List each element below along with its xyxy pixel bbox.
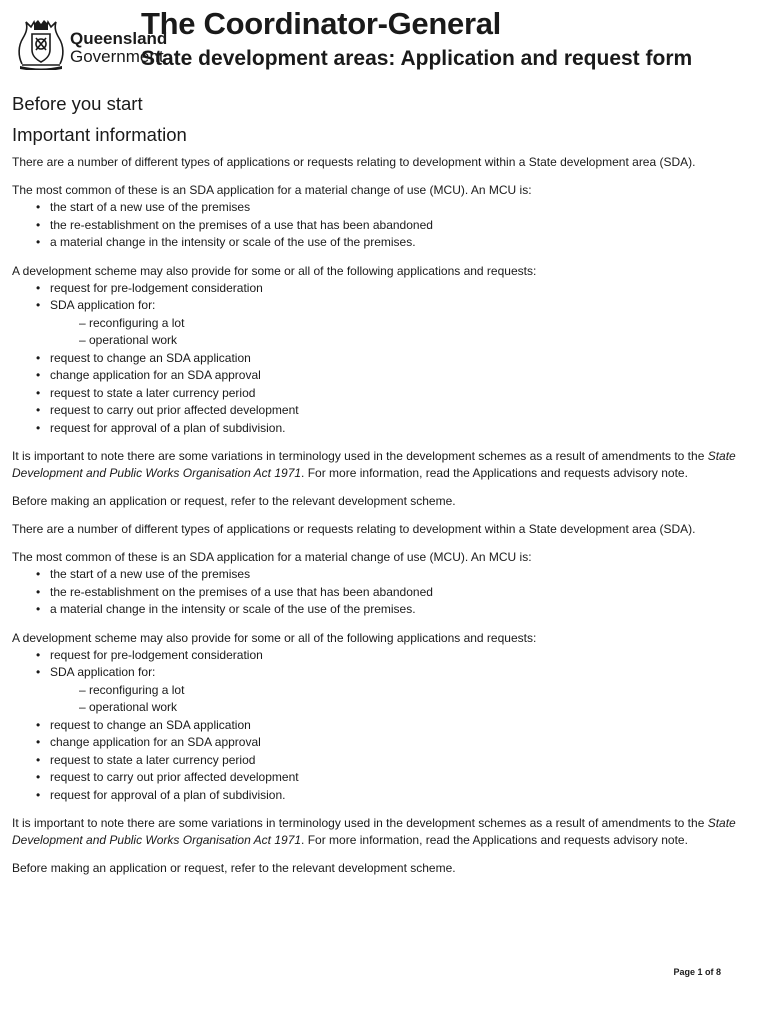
sub-list bbox=[50, 315, 752, 350]
list-item: • request to carry out prior affected development bbox=[50, 402, 752, 420]
terminology-note: It is important to note there are some variations in terminology used in the development schemes as a result of amendments to the State Development and Public Works Organisation Act 1971. For more information, read the Applications and requests advisory note. bbox=[12, 816, 736, 847]
sub-list-item: – reconfiguring a lot bbox=[79, 682, 185, 697]
list-item: • the re-establishment on the premises of a use that has been abandoned bbox=[50, 584, 752, 602]
scheme-list bbox=[12, 647, 752, 805]
scheme-intro-paragraph: A development scheme may also provide for some or all of the following applications and requests: bbox=[12, 263, 537, 278]
list-item-with-sublist bbox=[50, 297, 752, 350]
list-item: • a material change in the intensity or scale of the use of the premises. bbox=[50, 601, 752, 619]
list-item: • the re-establishment on the premises of a use that has been abandoned bbox=[50, 217, 752, 235]
list-item-label: SDA application for: bbox=[50, 665, 156, 679]
list-item: • request for approval of a plan of subdivision. bbox=[50, 787, 752, 805]
wordmark-queensland: Queensland bbox=[70, 29, 168, 48]
list-item: • request to change an SDA application bbox=[50, 350, 752, 368]
sub-list-item: – operational work bbox=[79, 700, 178, 714]
list-item: • request to carry out prior affected development bbox=[50, 769, 752, 787]
act-title: State Development and Public Works Organisation Act 1971 bbox=[12, 816, 736, 847]
sub-list-item: – reconfiguring a lot bbox=[79, 315, 185, 330]
list-item: • request for approval of a plan of subdivision. bbox=[50, 420, 752, 438]
heading-important-information: Important information bbox=[12, 124, 187, 145]
sub-list-item: – operational work bbox=[79, 333, 178, 347]
terminology-note: It is important to note there are some variations in terminology used in the development schemes as a result of amendments to the State Development and Public Works Organisation Act 1971. For more information, read the Applications and requests advisory note. bbox=[12, 449, 736, 480]
mcu-intro-paragraph: The most common of these is an SDA application for a material change of use (MCU). An MCU is: bbox=[12, 183, 532, 197]
intro-paragraph: There are a number of different types of applications or requests relating to development within a State development area (SDA). bbox=[12, 155, 696, 169]
mcu-list bbox=[12, 566, 752, 619]
list-item: • the start of a new use of the premises bbox=[50, 566, 752, 584]
list-item-with-sublist bbox=[50, 664, 752, 717]
list-item: • request for pre-lodgement consideration bbox=[50, 280, 752, 298]
list-item: • change application for an SDA approval bbox=[50, 367, 752, 385]
queensland-coat-of-arms-logo bbox=[14, 18, 68, 70]
mcu-list bbox=[12, 199, 752, 252]
intro-paragraph: There are a number of different types of applications or requests relating to development within a State development area (SDA). bbox=[12, 522, 696, 536]
list-item: • change application for an SDA approval bbox=[50, 734, 752, 752]
act-title: State Development and Public Works Organisation Act 1971 bbox=[12, 449, 736, 480]
info-block bbox=[12, 154, 752, 510]
list-item: • request to state a later currency period bbox=[50, 752, 752, 770]
before-making-paragraph: Before making an application or request, refer to the relevant development scheme. bbox=[12, 861, 456, 875]
scheme-intro-paragraph: A development scheme may also provide for some or all of the following applications and requests: bbox=[12, 630, 537, 645]
scheme-list bbox=[12, 280, 752, 438]
before-making-paragraph: Before making an application or request, refer to the relevant development scheme. bbox=[12, 494, 456, 508]
wordmark-government: Government bbox=[70, 47, 164, 66]
sub-list bbox=[50, 682, 752, 717]
list-item: • the start of a new use of the premises bbox=[50, 199, 752, 217]
mcu-intro-paragraph: The most common of these is an SDA application for a material change of use (MCU). An MCU is: bbox=[12, 550, 532, 564]
heading-before-you-start: Before you start bbox=[12, 93, 143, 114]
list-item-label: SDA application for: bbox=[50, 298, 156, 312]
document-body bbox=[12, 93, 752, 888]
form-subtitle: State development areas: Application and request form bbox=[141, 47, 693, 70]
info-block bbox=[12, 521, 752, 877]
list-item: • request for pre-lodgement consideration bbox=[50, 647, 752, 665]
page-header bbox=[0, 0, 770, 82]
page-number: Page 1 of 8 bbox=[673, 967, 721, 977]
list-item: • request to state a later currency period bbox=[50, 385, 752, 403]
list-item: • request to change an SDA application bbox=[50, 717, 752, 735]
page-title: The Coordinator-General bbox=[141, 6, 501, 41]
list-item: • a material change in the intensity or scale of the use of the premises. bbox=[50, 234, 752, 252]
